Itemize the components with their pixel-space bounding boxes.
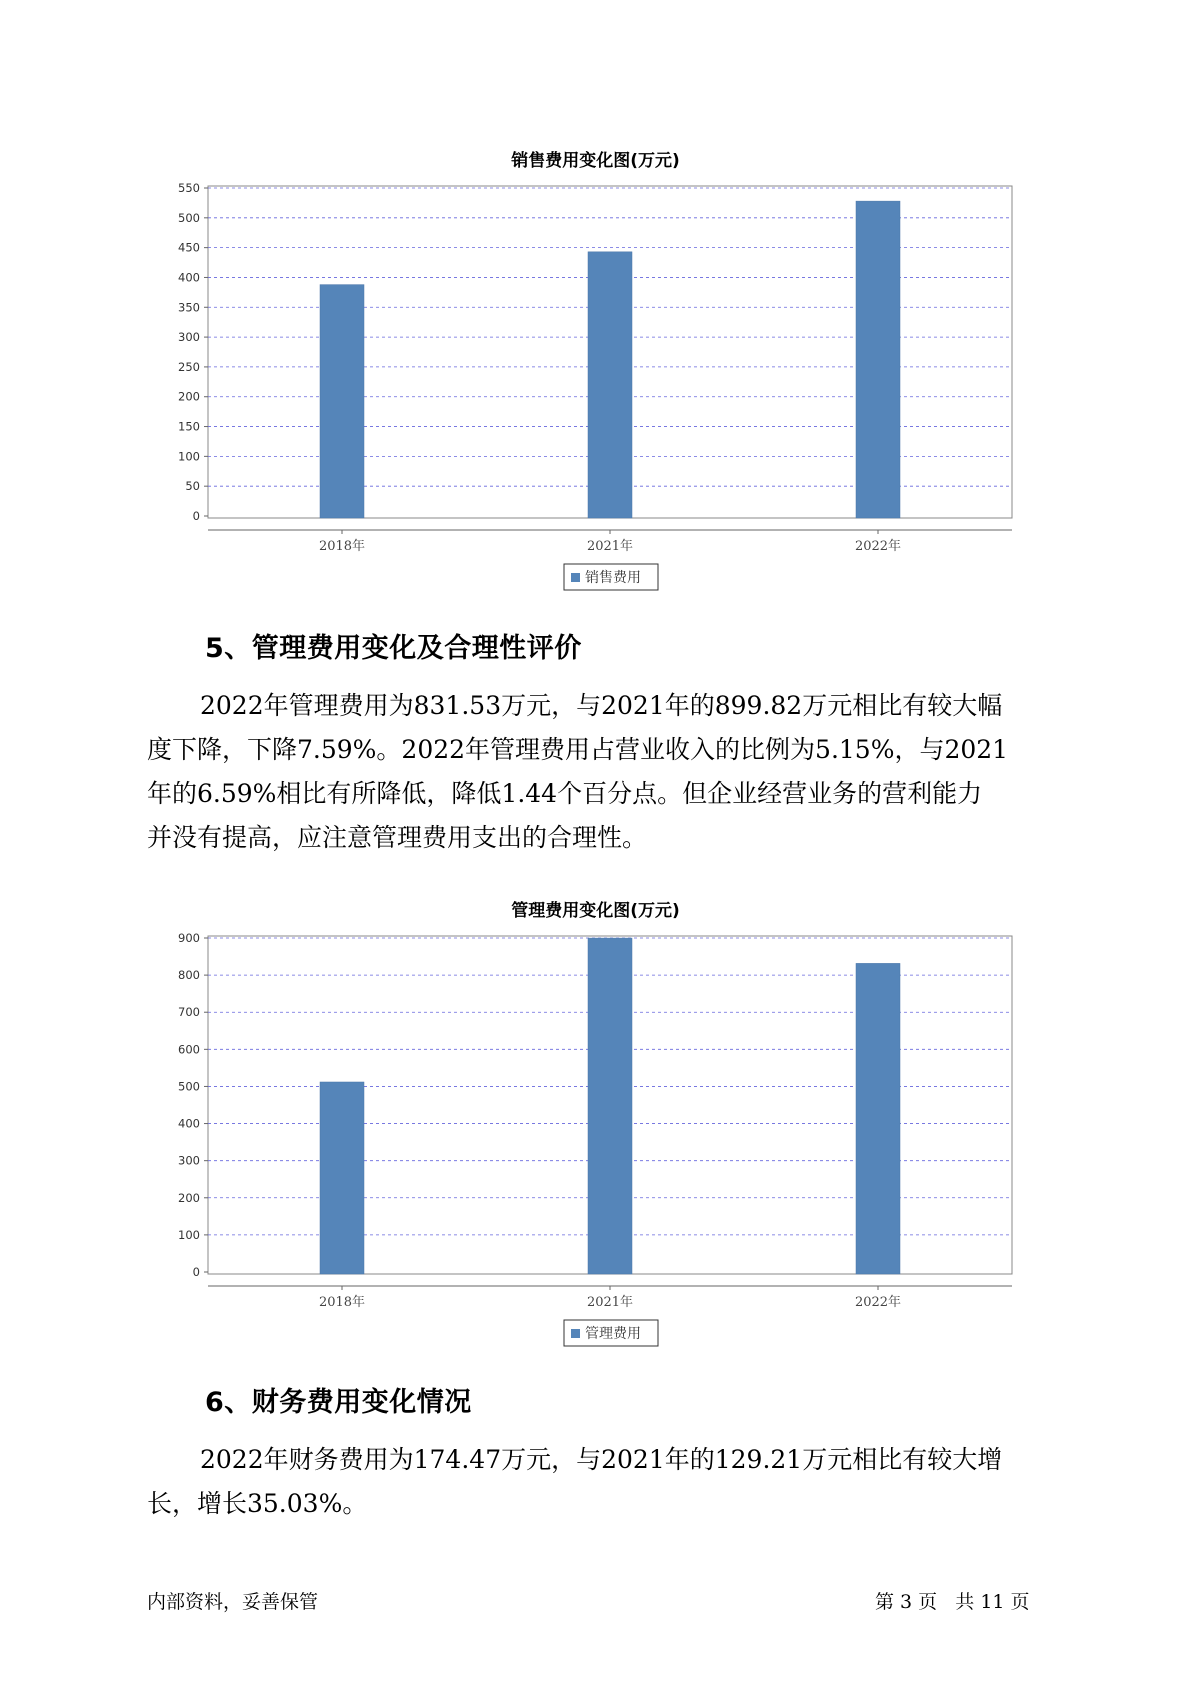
y-tick-label: 50 bbox=[185, 479, 200, 494]
paragraph-line: 长，增长35.03%。 bbox=[147, 1489, 368, 1518]
chart-title-admin: 管理费用变化图(万元) bbox=[511, 901, 680, 921]
x-tick-label: 2018年 bbox=[318, 539, 366, 554]
sales-expense-chart bbox=[0, 170, 1191, 590]
x-tick-label: 2018年 bbox=[318, 1295, 366, 1310]
legend-swatch bbox=[571, 573, 580, 582]
y-tick-label: 0 bbox=[192, 509, 200, 523]
bar-2021年 bbox=[588, 938, 632, 1274]
paragraph-line: 度下降，下降7.59%。2022年管理费用占营业收入的比例为5.15%，与2021 bbox=[147, 735, 1009, 764]
y-tick-label: 500 bbox=[178, 1079, 200, 1094]
x-tick-label: 2022年 bbox=[854, 539, 902, 554]
paragraph-line: 2022年管理费用为831.53万元，与2021年的899.82万元相比有较大幅 bbox=[200, 691, 1003, 720]
bar-2022年 bbox=[856, 201, 900, 518]
bar-2018年 bbox=[320, 1082, 364, 1274]
section5-heading: 5、管理费用变化及合理性评价 bbox=[205, 633, 582, 664]
y-tick-label: 300 bbox=[178, 1153, 200, 1168]
bar-2018年 bbox=[320, 285, 364, 518]
legend-swatch bbox=[571, 1329, 580, 1338]
y-tick-label: 500 bbox=[178, 210, 200, 225]
paragraph-line: 年的6.59%相比有所降低，降低1.44个百分点。但企业经营业务的营利能力 bbox=[147, 779, 983, 808]
y-tick-label: 100 bbox=[178, 449, 200, 464]
bar-2022年 bbox=[856, 963, 900, 1274]
y-tick-label: 600 bbox=[178, 1042, 200, 1057]
y-tick-label: 100 bbox=[178, 1227, 200, 1242]
y-tick-label: 0 bbox=[192, 1265, 200, 1279]
y-tick-label: 700 bbox=[178, 1005, 200, 1020]
section6-heading: 6、财务费用变化情况 bbox=[205, 1387, 472, 1418]
legend-label: 销售费用 bbox=[585, 570, 641, 586]
legend-label: 管理费用 bbox=[585, 1326, 641, 1342]
y-tick-label: 150 bbox=[178, 419, 200, 434]
footer-confidential-note: 内部资料，妥善保管 bbox=[147, 1591, 319, 1613]
y-tick-label: 550 bbox=[178, 181, 200, 195]
y-tick-label: 400 bbox=[178, 1116, 200, 1131]
bar-2021年 bbox=[588, 252, 632, 518]
paragraph-line: 2022年财务费用为174.47万元，与2021年的129.21万元相比有较大增 bbox=[200, 1445, 1003, 1474]
y-tick-label: 200 bbox=[178, 1190, 200, 1205]
x-tick-label: 2021年 bbox=[586, 1295, 634, 1310]
section6-paragraph bbox=[147, 1438, 1047, 1526]
x-tick-label: 2021年 bbox=[586, 539, 634, 554]
x-tick-label: 2022年 bbox=[854, 1295, 902, 1310]
section5-paragraph bbox=[147, 684, 1047, 860]
y-tick-label: 300 bbox=[178, 330, 200, 345]
chart-title-sales: 销售费用变化图(万元) bbox=[511, 151, 680, 171]
y-tick-label: 250 bbox=[178, 359, 200, 374]
y-tick-label: 800 bbox=[178, 968, 200, 983]
footer-page-number: 第 3 页 共 11 页 bbox=[875, 1591, 1030, 1613]
y-tick-label: 450 bbox=[178, 240, 200, 255]
admin-expense-chart bbox=[0, 920, 1191, 1350]
y-tick-label: 900 bbox=[178, 931, 200, 945]
y-tick-label: 350 bbox=[178, 300, 200, 315]
y-tick-label: 400 bbox=[178, 270, 200, 285]
paragraph-line: 并没有提高，应注意管理费用支出的合理性。 bbox=[147, 823, 648, 852]
y-tick-label: 200 bbox=[178, 389, 200, 404]
